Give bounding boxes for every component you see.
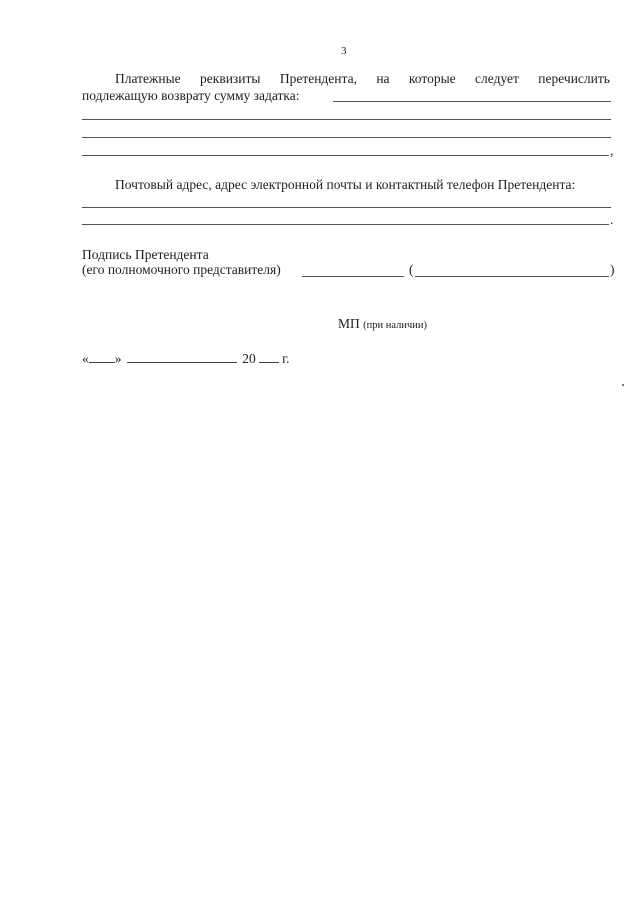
payment-paragraph-line-1 [115, 71, 610, 87]
stamp-label [338, 316, 427, 334]
payment-word: на [376, 71, 390, 86]
contact-end-mark: . [610, 212, 614, 227]
name-paren-open: ( [409, 262, 414, 277]
contact-label: Почтовый адрес, адрес электронной почты и контактный телефон Претендента: [115, 177, 576, 192]
date-day-field[interactable] [89, 351, 115, 363]
signature-name-field[interactable] [415, 276, 609, 277]
page-number: 3 [341, 45, 347, 57]
stamp-note: (при наличии) [363, 320, 427, 331]
payment-word: реквизиты [200, 71, 261, 86]
payment-fill-line-1[interactable] [333, 101, 611, 102]
payment-word: перечислить [538, 71, 610, 86]
date-line [82, 351, 290, 367]
signature-label: Подпись Претендента [82, 247, 209, 262]
date-month-field[interactable] [127, 351, 237, 363]
payment-word: Претендента, [279, 71, 357, 86]
payment-paragraph-line-2: подлежащую возврату сумму задатка: [82, 88, 300, 103]
scan-speck [622, 384, 624, 386]
payment-word: Платежные [115, 71, 181, 86]
contact-fill-line-2[interactable] [82, 224, 609, 225]
date-year-prefix: 20 [242, 351, 256, 366]
date-year-suffix: г. [282, 351, 290, 366]
signature-field[interactable] [302, 276, 404, 277]
payment-end-mark: , [610, 143, 614, 158]
date-close-quote: » [114, 351, 122, 366]
stamp-mp: МП [338, 316, 360, 331]
date-open-quote: « [82, 351, 89, 366]
payment-word: которые [408, 71, 456, 86]
date-year-field[interactable] [259, 351, 279, 363]
signature-representative-label: (его полномочного представителя) [82, 262, 281, 277]
name-paren-close: ) [610, 262, 615, 277]
payment-word: следует [475, 71, 519, 86]
payment-fill-line-4[interactable] [82, 155, 609, 156]
payment-fill-line-3[interactable] [82, 137, 611, 138]
contact-fill-line-1[interactable] [82, 207, 611, 208]
payment-fill-line-2[interactable] [82, 119, 611, 120]
